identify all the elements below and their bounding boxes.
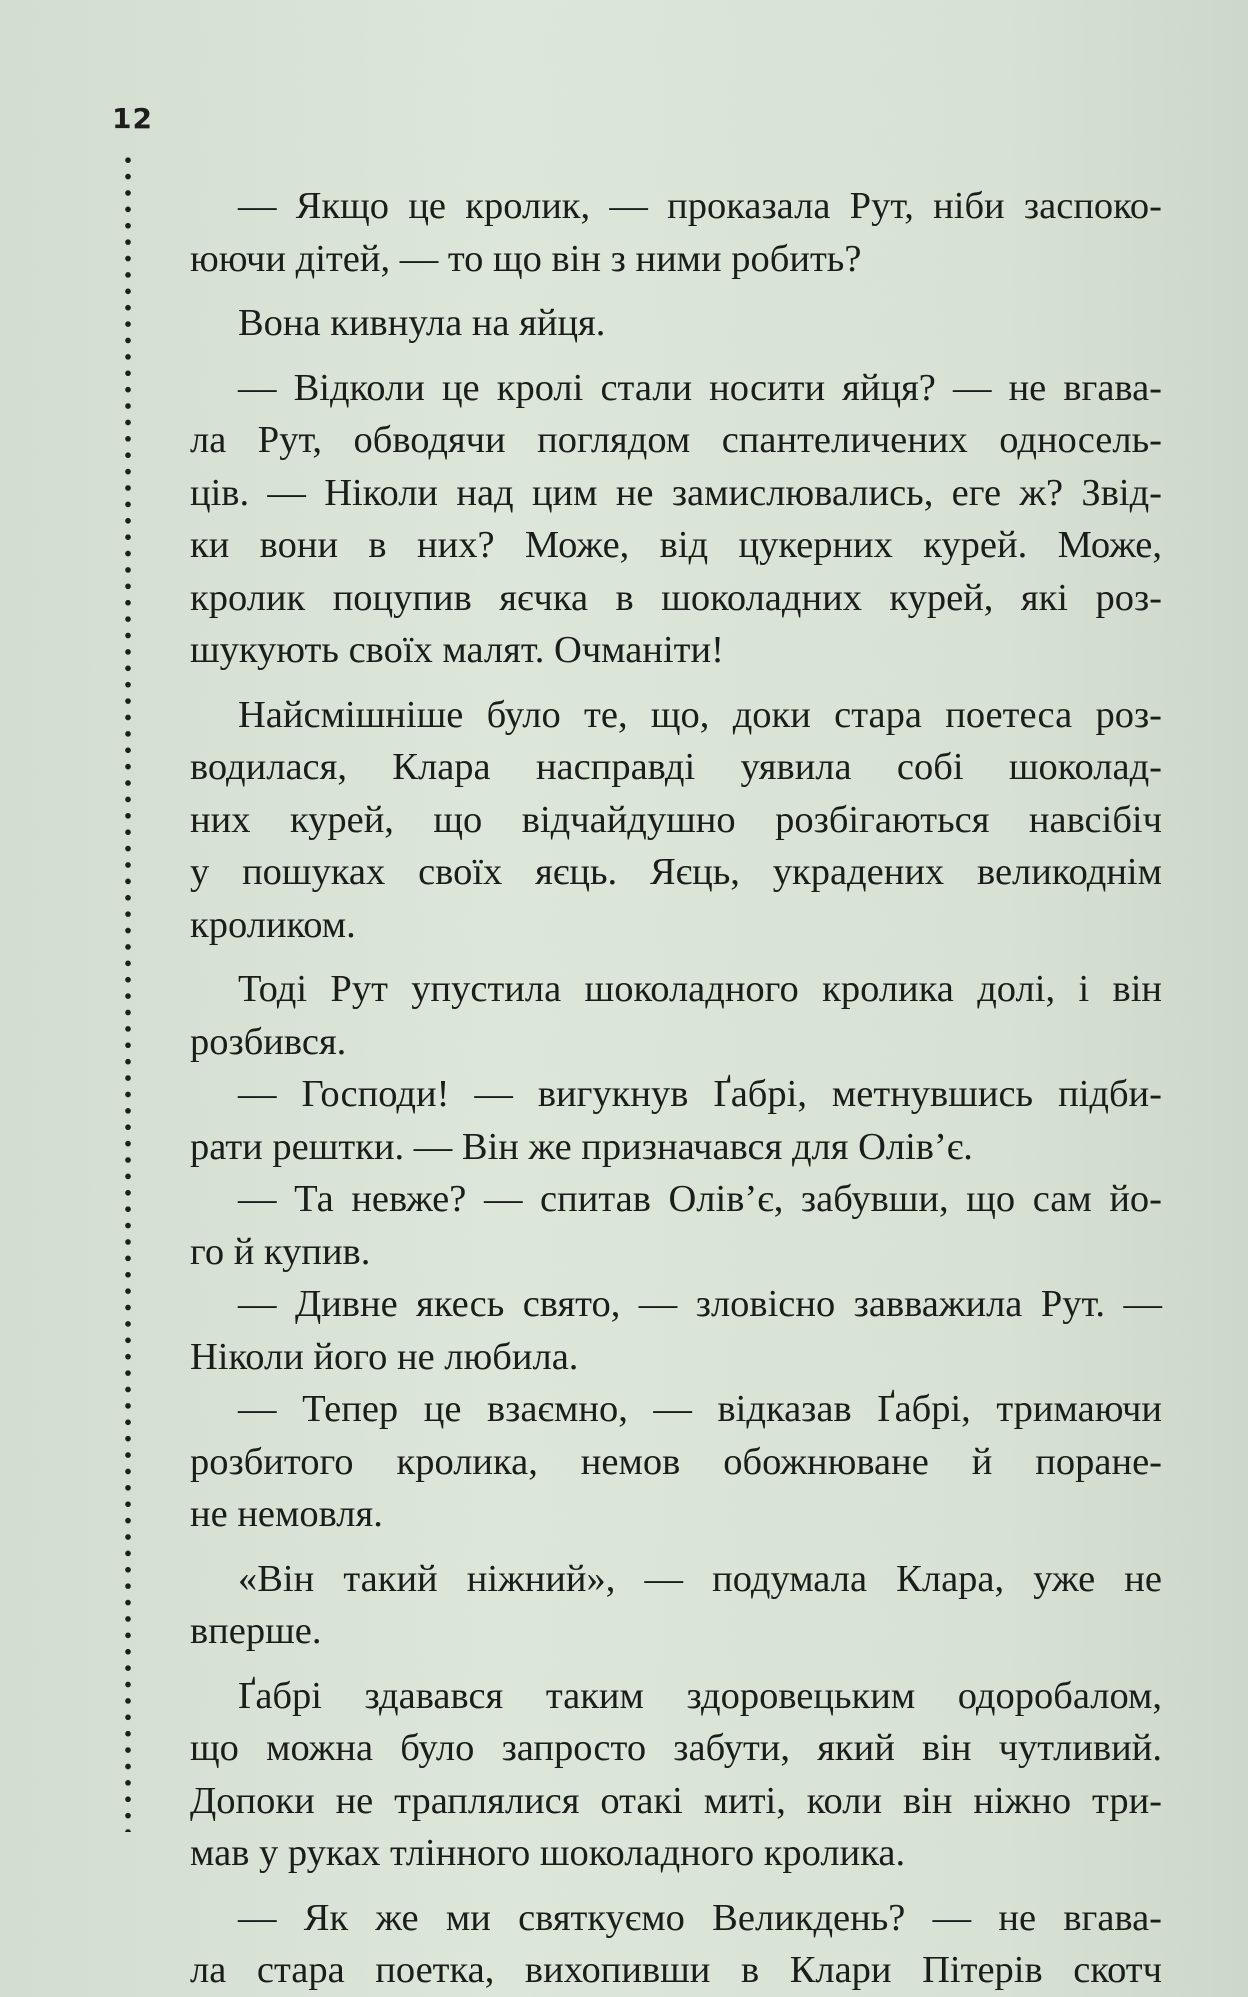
text-line: Тоді Рут упустила шоколадного кролика долі, і він: [238, 968, 1162, 1010]
text-line: — Та невже? — спитав Олів’є, забувши, що сам йо-: [238, 1178, 1162, 1220]
text-line: не немовля.: [190, 1493, 383, 1535]
text-line: мав у руках тлінного шоколадного кролика.: [190, 1832, 906, 1874]
text-line: них курей, що відчайдушно розбігаються навсібіч: [190, 798, 1162, 841]
text-line: Найсмішніше було те, що, доки стара поетеса роз-: [238, 693, 1162, 736]
text-line: ців. — Ніколи над цим не замислювались, еге ж? Звід-: [190, 471, 1162, 514]
dotted-margin-rule: [124, 152, 132, 1832]
page-number: 12: [112, 102, 153, 135]
body-text: [190, 180, 1162, 1997]
text-line: — Якщо це кролик, — проказала Рут, ніби заспоко-: [238, 185, 1162, 227]
text-line: ла стара поетка, вихопивши в Клари Пітерів скотч: [190, 1949, 1162, 1991]
text-line: Ґабрі здавався таким здоровецьким одоробалом,: [238, 1674, 1162, 1717]
text-line: кролик поцупив яєчка в шоколадних курей, які роз-: [190, 576, 1162, 619]
text-line: ла Рут, обводячи поглядом спантеличених односель-: [190, 419, 1162, 461]
text-line: розбився.: [190, 1020, 347, 1063]
text-line: Ніколи його не любила.: [190, 1335, 579, 1378]
text-line: — Господи! — вигукнув Ґабрі, метнувшись підби-: [238, 1073, 1162, 1115]
text-line: водилася, Клара насправді уявила собі шоколад-: [190, 746, 1162, 788]
text-line: Вона кивнула на яйця.: [238, 302, 606, 344]
text-line: шукують своїх малят. Очманіти!: [190, 629, 724, 671]
text-line: вперше.: [190, 1610, 322, 1652]
text-line: «Він такий ніжний», — подумала Клара, уже не: [238, 1557, 1162, 1600]
text-line: — Відколи це кролі стали носити яйця? — не вгава-: [238, 366, 1162, 409]
text-line: у пошуках своїх яєць. Яєць, украдених великоднім: [190, 851, 1162, 893]
text-line: розбитого кролика, немов обожнюване й поране-: [190, 1440, 1162, 1483]
text-line: Допоки не траплялися отакі миті, коли він ніжно три-: [190, 1779, 1162, 1822]
text-line: ки вони в них? Може, від цукерних курей. Може,: [190, 524, 1162, 566]
text-line: що можна було запросто забути, який він чутливий.: [190, 1727, 1162, 1769]
text-line: рати рештки. — Він же призначався для Олів’є.: [190, 1125, 973, 1168]
text-line: юючи дітей, — то що він з ними робить?: [190, 237, 862, 280]
text-line: — Тепер це взаємно, — відказав Ґабрі, тримаючи: [238, 1388, 1162, 1430]
text-line: кроликом.: [190, 903, 356, 946]
text-line: — Як же ми святкуємо Великдень? — не вгава-: [238, 1896, 1162, 1939]
text-line: — Дивне якесь свято, — зловісно завважила Рут. —: [238, 1283, 1162, 1325]
text-line: го й купив.: [190, 1230, 371, 1273]
